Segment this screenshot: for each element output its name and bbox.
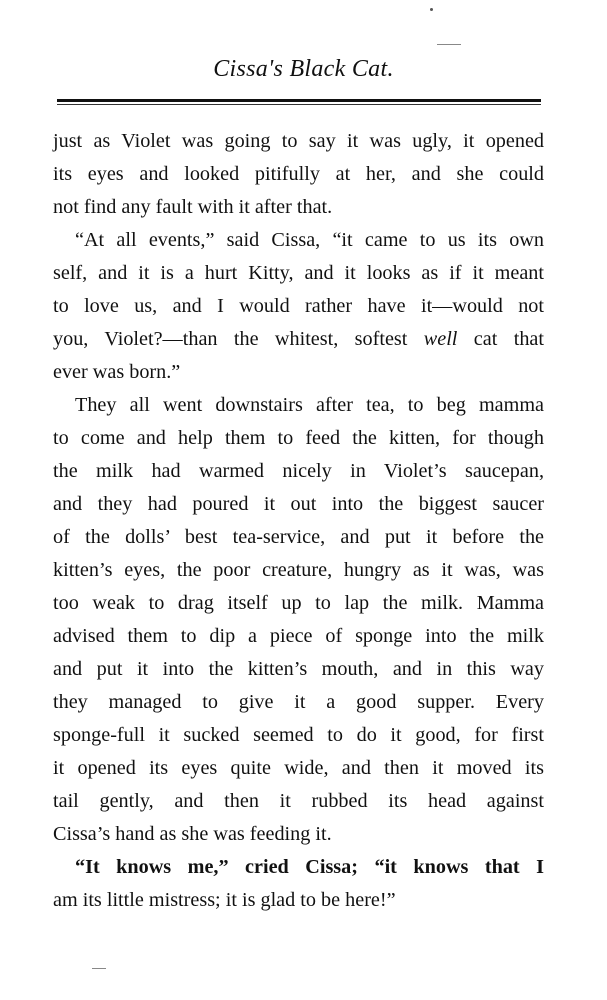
- text-fragment: you, Violet?—than the whitest, softest: [53, 328, 424, 350]
- text-line: tail gently, and then it rubbed its head against: [53, 790, 544, 812]
- text-line: and put it into the kitten’s mouth, and in this way: [53, 658, 544, 680]
- header-rule-thin: [57, 104, 541, 105]
- text-line: “At all events,” said Cissa, “it came to us its own: [75, 229, 544, 251]
- text-line: am its little mistress; it is glad to be here!”: [53, 889, 396, 911]
- emphasis-word: well: [423, 328, 458, 350]
- text-line: and they had poured it out into the biggest saucer: [53, 493, 544, 515]
- text-line: Cissa’s hand as she was feeding it.: [53, 823, 332, 845]
- text-line: to come and help them to feed the kitten, for though: [53, 427, 544, 449]
- text-line: ever was born.”: [53, 361, 181, 383]
- header-rule: [57, 99, 541, 102]
- text-line: [53, 323, 544, 356]
- text-line: too weak to drag itself up to lap the milk. Mamma: [53, 592, 544, 614]
- scan-speck: [430, 8, 433, 11]
- running-title: Cissa's Black Cat.: [213, 56, 394, 82]
- text-line: it opened its eyes quite wide, and then it moved its: [53, 757, 544, 779]
- text-line: advised them to dip a piece of sponge into the milk: [53, 625, 544, 647]
- text-line: of the dolls’ best tea-service, and put it before the: [53, 526, 544, 548]
- scan-mark: [92, 968, 106, 969]
- text-line: the milk had warmed nicely in Violet’s saucepan,: [53, 460, 544, 482]
- text-line: its eyes and looked pitifully at her, and she could: [53, 163, 544, 185]
- text-line: to love us, and I would rather have it—would not: [53, 295, 544, 317]
- scan-mark: [437, 44, 461, 45]
- text-line: just as Violet was going to say it was ugly, it opened: [53, 130, 544, 152]
- text-fragment: cat that: [457, 328, 544, 350]
- text-line: They all went downstairs after tea, to beg mamma: [75, 394, 544, 416]
- text-line: they managed to give it a good supper. Every: [53, 691, 544, 713]
- text-line: not find any fault with it after that.: [53, 196, 333, 218]
- text-line: self, and it is a hurt Kitty, and it looks as if it meant: [53, 262, 544, 284]
- body-text: [53, 125, 544, 917]
- text-line: kitten’s eyes, the poor creature, hungry as it was, was: [53, 559, 544, 581]
- text-line: sponge-full it sucked seemed to do it good, for first: [53, 724, 544, 746]
- text-line: “It knows me,” cried Cissa; “it knows that I: [75, 856, 544, 878]
